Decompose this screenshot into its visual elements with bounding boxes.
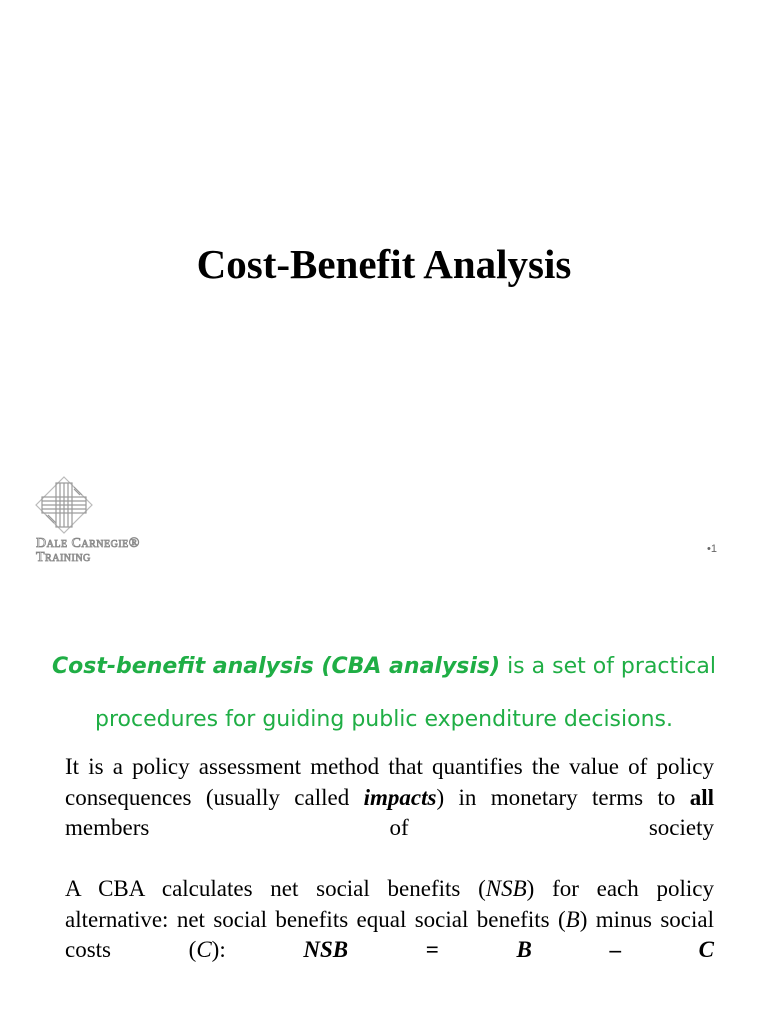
intro-definition (20, 640, 748, 746)
dale-carnegie-logo (34, 475, 184, 570)
formula-equals: = (348, 937, 517, 962)
paragraph-net-social-benefits (65, 874, 714, 966)
para2-text-2: ) for each policy alternative: net social benefits equal social benefits ( (65, 876, 715, 932)
page-number: •1 (707, 543, 717, 555)
impacts-term: impacts (363, 784, 437, 810)
logo-emblem-icon (34, 475, 94, 535)
formula-b: B (516, 937, 532, 962)
para1-text-3: members of society (65, 815, 714, 840)
b-term: B (565, 906, 580, 932)
c-term: C (196, 937, 212, 962)
all-term: all (689, 784, 714, 810)
para2-text-3: ) minus social costs ( (65, 906, 714, 962)
para1-text-1: It is a policy assessment method that quantifies the value of policy consequences (usually called (65, 754, 714, 810)
paragraph-policy-assessment (65, 752, 714, 844)
formula-minus: – (531, 937, 699, 962)
intro-rest: is a set of practical (500, 654, 716, 679)
logo-wordmark: Dale Carnegie® Training (36, 536, 140, 565)
intro-emphasis: Cost-benefit analysis (CBA analysis) (52, 654, 501, 679)
para1-text-2: ) in monetary terms to (436, 784, 690, 810)
formula-nsb: NSB (303, 937, 349, 962)
formula-c: C (698, 937, 714, 962)
slide-title: Cost-Benefit Analysis (196, 241, 572, 287)
para2-text-4: ): (211, 937, 304, 962)
slide-2 (0, 590, 768, 1024)
para2-text-1: A CBA calculates net social benefits ( (65, 876, 486, 901)
nsb-term: NSB (485, 876, 527, 901)
intro-line-2: procedures for guiding public expenditure decisions. (95, 707, 673, 732)
